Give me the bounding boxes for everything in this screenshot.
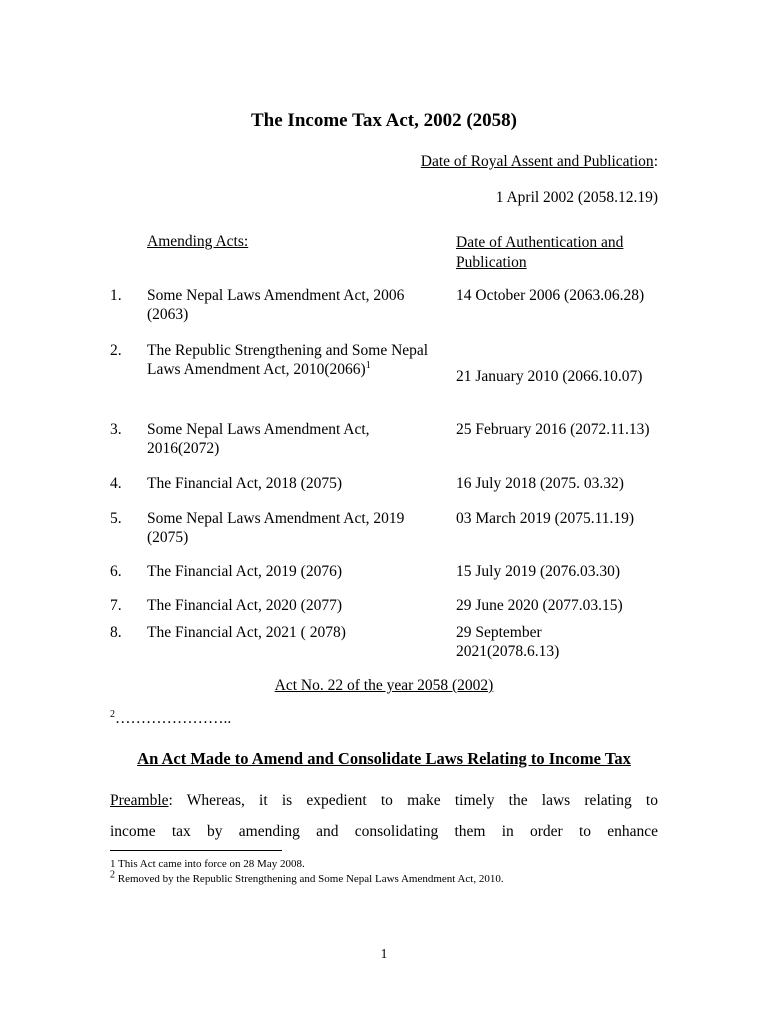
row-date: 21 January 2010 (2066.10.07) xyxy=(456,368,643,385)
footnote xyxy=(110,857,305,871)
amendment-row xyxy=(0,341,768,407)
row-number: 2. xyxy=(110,342,122,359)
amending-acts-heading: Amending Acts: xyxy=(147,233,249,250)
row-act: Some Nepal Laws Amendment Act, 2006 (2063) xyxy=(147,287,405,323)
preamble-line-1-text: : Whereas, it is expedient to make timely the laws relating to xyxy=(168,792,658,809)
preamble-line-1 xyxy=(110,785,658,816)
row-date: 25 February 2016 (2072.11.13) xyxy=(456,421,650,438)
row-act: Some Nepal Laws Amendment Act, 2016(2072) xyxy=(147,421,370,457)
amendment-row xyxy=(0,474,768,494)
row-date: 14 October 2006 (2063.06.28) xyxy=(456,287,645,304)
amendment-row xyxy=(0,286,768,326)
removed-text-marker xyxy=(110,710,231,728)
amendment-row xyxy=(0,562,768,582)
assent-date: 1 April 2002 (2058.12.19) xyxy=(495,189,658,206)
footnote-ref: 2 xyxy=(110,708,115,720)
footnote-mark: 2 xyxy=(110,869,115,881)
authentication-date-heading xyxy=(456,233,666,273)
row-act: Some Nepal Laws Amendment Act, 2019 (2075) xyxy=(147,510,405,546)
row-act: The Financial Act, 2019 (2076) xyxy=(147,563,342,580)
footnote-text: This Act came into force on 28 May 2008. xyxy=(115,858,305,870)
footnote-text: Removed by the Republic Strengthening and Some Nepal Laws Amendment Act, 2010. xyxy=(115,873,504,885)
amendment-row xyxy=(0,420,768,460)
preamble-label: Preamble xyxy=(110,792,169,809)
footnote-mark: 1 xyxy=(110,858,116,870)
row-number: 6. xyxy=(110,563,122,580)
row-number: 1. xyxy=(110,287,122,304)
row-date: 29 June 2020 (2077.03.15) xyxy=(456,597,623,614)
row-number: 8. xyxy=(110,624,122,641)
authentication-date-heading-text: Date of Authentication and Publication xyxy=(456,234,624,271)
row-act xyxy=(147,341,437,379)
row-date: 16 July 2018 (2075. 03.32) xyxy=(456,475,624,492)
act-subtitle: An Act Made to Amend and Consolidate Laws Relating to Income Tax xyxy=(137,749,631,768)
amendment-row xyxy=(0,596,768,616)
row-number: 4. xyxy=(110,475,122,492)
assent-label-text: Date of Royal Assent and Publication xyxy=(420,153,654,170)
page-number: 1 xyxy=(380,946,388,961)
document-title: The Income Tax Act, 2002 (2058) xyxy=(251,110,517,131)
row-act: The Financial Act, 2020 (2077) xyxy=(147,597,342,614)
removed-dots: ………………….. xyxy=(115,710,232,727)
act-number: Act No. 22 of the year 2058 (2002) xyxy=(274,677,494,694)
row-act: The Financial Act, 2018 (2075) xyxy=(147,475,342,492)
row-date: 29 September 2021(2078.6.13) xyxy=(456,624,560,660)
assent-label-colon: : xyxy=(653,153,658,170)
amendment-row xyxy=(0,509,768,549)
assent-label xyxy=(421,153,658,171)
amendment-row xyxy=(0,623,768,663)
row-date: 15 July 2019 (2076.03.30) xyxy=(456,563,621,580)
footnote xyxy=(110,869,504,886)
row-number: 3. xyxy=(110,421,122,438)
footnote-divider xyxy=(110,850,282,851)
row-act: The Financial Act, 2021 ( 2078) xyxy=(147,624,346,641)
footnote-ref: 1 xyxy=(365,359,371,371)
preamble-line-2: income tax by amending and consolidating them in order to enhance xyxy=(110,823,658,840)
preamble-paragraph xyxy=(110,785,658,847)
row-date: 03 March 2019 (2075.11.19) xyxy=(456,510,635,527)
row-number: 7. xyxy=(110,597,122,614)
row-number: 5. xyxy=(110,510,122,527)
row-act-text: The Republic Strengthening and Some Nepal Laws Amendment Act, 2010(2066) xyxy=(147,342,429,378)
